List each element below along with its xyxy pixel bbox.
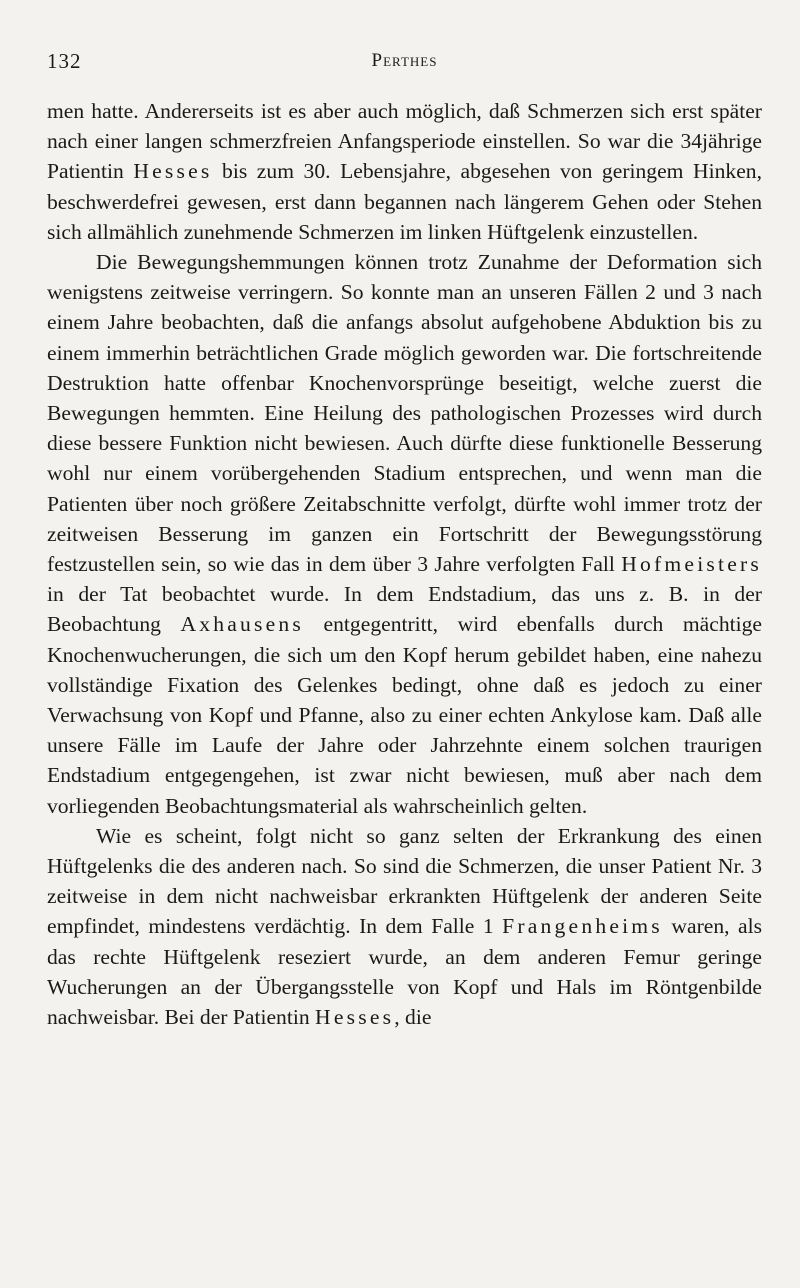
author-name: Hesses (315, 1005, 395, 1030)
text-run: Die Bewegungshemmungen können trotz Zunahme der Deformation sich wenigstens zeitweise verringern. So konnte man an unseren Fällen 2 und 3 nach einem Jahre beobachten, daß die anfangs absolut aufgehobene Abduktion bis zu einem immerhin beträchtlichen Grade möglich geworden war. Die fortschreitende Destruktion hatte offenbar Knochenvorsprünge beseitigt, welche zuerst die Bewegungen hemmten. Eine Heilung des pathologischen Prozesses wird durch diese bessere Funktion nicht bewiesen. Auch dürfte diese funktionelle Besserung wohl nur einem vorübergehenden Stadium entsprechen, und wenn man die Patienten über noch größere Zeitabschnitte verfolgt, dürfte wohl immer trotz der zeitweisen Besserung im ganzen ein Fortschritt der Bewegungsstörung festzustellen sein, so wie das in dem über 3 Jahre verfolgten Fall (47, 250, 762, 577)
author-name: Axhausens (180, 612, 305, 637)
text-run: in der Tat beobachtet wurde. In dem Endstadium, das uns z. B. in der Beobachtung (47, 582, 762, 637)
author-name: Frangenheims (502, 914, 663, 939)
paragraph (47, 96, 762, 247)
running-title: Perthes (371, 50, 438, 71)
text-run: entgegentritt, wird ebenfalls durch mächtige Knochenwucherungen, die sich um den Kopf herum gebildet haben, eine nahezu vollständige Fixation des Gelenkes bedingt, ohne daß es jedoch zu einer Verwachsung von Kopf und Pfanne, also zu einer echten Ankylose kam. Daß alle unsere Fälle im Laufe der Jahre oder Jahrzehnte einem solchen traurigen Endstadium entgegengehen, ist zwar nicht bewiesen, muß aber nach dem vorliegenden Beobachtungsmaterial als wahrscheinlich gelten. (47, 612, 762, 818)
text-run: Wie es scheint, folgt nicht so ganz selten der Erkrankung des einen Hüftgelenks die des anderen nach. So sind die Schmerzen, die unser Patient Nr. 3 zeitweise in dem nicht nachweisbar erkrankten Hüftgelenk der anderen Seite empfindet, mindestens verdächtig. In dem Falle 1 (47, 823, 762, 939)
author-name: Hofmeisters (621, 552, 762, 577)
body-text (47, 96, 762, 1032)
text-run: , die (394, 1005, 432, 1030)
page-number: 132 (47, 49, 82, 73)
author-name: Hesses (133, 159, 213, 184)
paragraph (47, 821, 762, 1032)
text-run: bis zum 30. Lebensjahre, abgesehen von geringem Hinken, beschwerdefrei gewesen, erst dann begannen nach längerem Gehen oder Stehen sich allmählich zunehmende Schmerzen im linken Hüftgelenk einzustellen. (47, 159, 762, 244)
running-head (47, 46, 762, 76)
text-run: waren, als das rechte Hüftgelenk reseziert wurde, an dem anderen Femur geringe Wucherungen an der Übergangsstelle von Kopf und Hals im Röntgenbilde nachweisbar. Bei der Patientin (47, 914, 763, 1030)
paragraph (47, 247, 762, 821)
text-run: men hatte. Andererseits ist es aber auch möglich, daß Schmerzen sich erst später nach einer langen schmerzfreien Anfangsperiode einstellen. So war die 34jährige Patientin (47, 99, 762, 184)
